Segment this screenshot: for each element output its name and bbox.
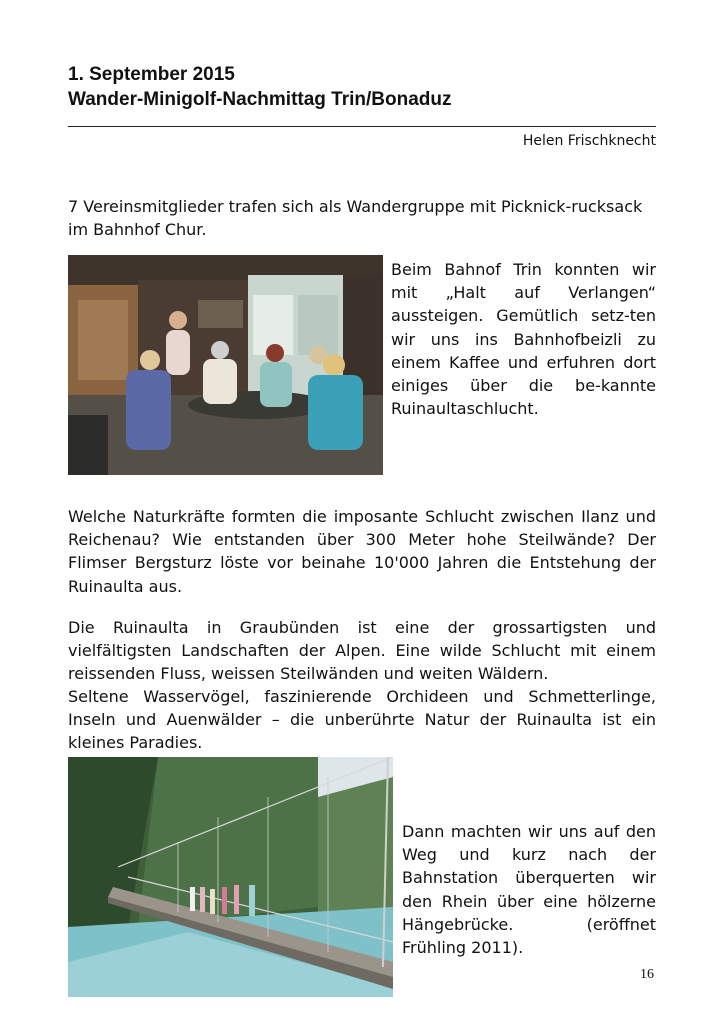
article-heading: Wander-Minigolf-Nachmittag Trin/Bonaduz	[68, 89, 452, 110]
article-title	[68, 62, 452, 112]
title-divider	[68, 126, 656, 127]
paragraph-ruinaulta: Die Ruinaulta in Graubünden ist eine der grossartigsten und vielfältigsten Landschaften der Alpen. Eine wilde Schlucht mit einem reissenden Fluss, weissen Steilwänden und weiten Wäldern.	[68, 618, 656, 684]
paragraph-intro: 7 Vereinsmitglieder trafen sich als Wandergruppe mit Picknick-rucksack im Bahnhof Chur.	[68, 197, 643, 240]
page-number: 16	[640, 967, 654, 982]
photo-haengebruecke	[68, 757, 393, 997]
author-name: Helen Frischknecht	[522, 133, 656, 149]
paragraph-natur: Seltene Wasservögel, faszinierende Orchideen und Schmetterlinge, Inseln und Auenwälder – die unberührte Natur der Ruinaulta ist ein kleines Paradies.	[68, 687, 656, 753]
article-date: 1. September 2015	[68, 64, 235, 85]
paragraph-naturkraefte: Welche Naturkräfte formten die imposante Schlucht zwischen Ilanz und Reichenau? Wie entstanden über 300 Meter hohe Steilwände? Der Flimser Bergsturz löste vor beinahe 10'000 Jahren die Entstehung der Ruinaulta aus.	[68, 507, 656, 596]
paragraph-trin: Beim Bahnof Trin konnten wir mit „Halt auf Verlangen“ aussteigen. Gemütlich setz-ten wir uns ins Bahnhofbeizli zu einem Kaffee und erfuhren dort einiges über die be-kannte Ruinaultaschlucht.	[391, 260, 656, 419]
paragraph-bruecke: Dann machten wir uns auf den Weg und kurz nach der Bahnstation überquerten wir den Rhein über eine hölzerne Hängebrücke. (eröffnet Frühling 2011).	[402, 822, 656, 958]
photo-cafe-group	[68, 255, 383, 475]
